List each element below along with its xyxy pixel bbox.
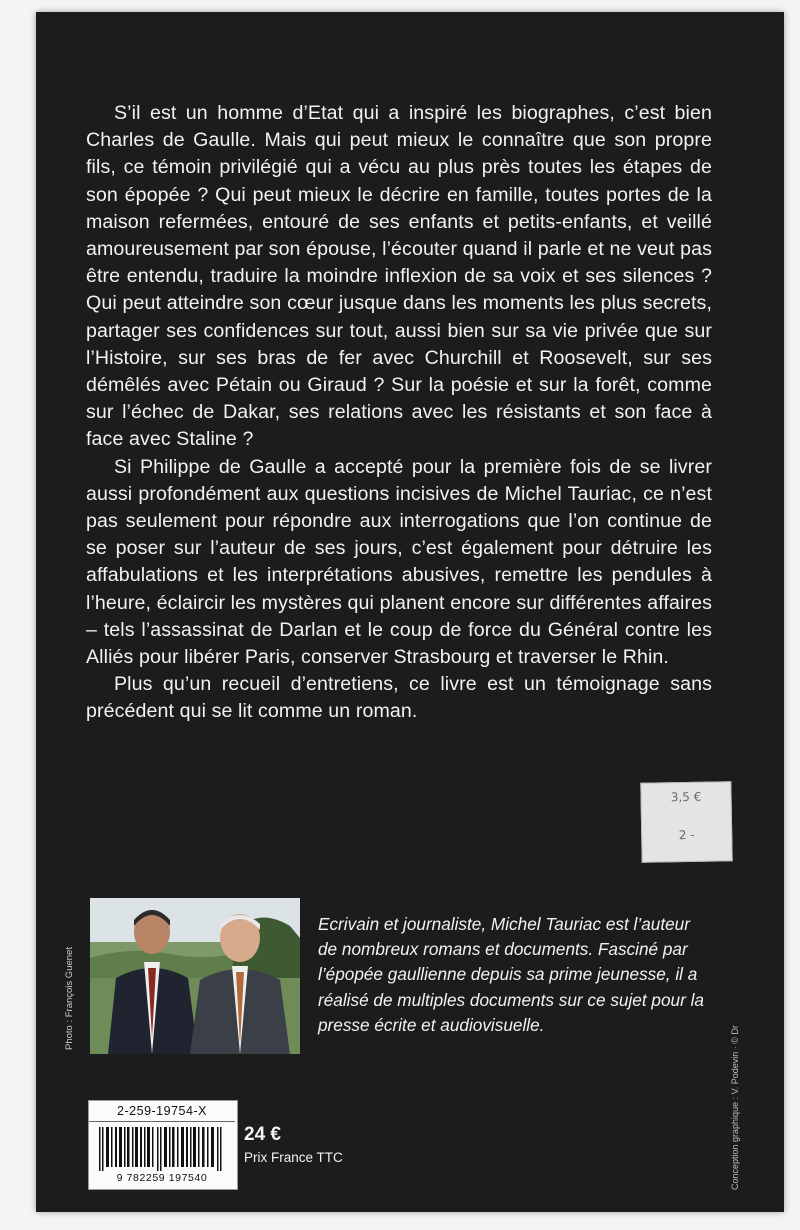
blurb-paragraph-3: Plus qu’un recueil d’entretiens, ce livre est un témoignage sans précédent qui se lit comme un roman.	[86, 673, 712, 723]
sticker-line-1: 3,5 €	[670, 789, 702, 805]
blurb-paragraph-2: Si Philippe de Gaulle a accepté pour la première fois de se livrer aussi profondément aux questions incisives de Michel Tauriac, ce n’est pas seulement pour répondre aux interrogations que l’on continue de se poser sur l’auteur de ses jours, c’est également pour détruire les affabulations et les interprétations abusives, remettre les pendules à l’heure, éclaircir les mystères qui planent encore sur différentes affaires – tels l’assassinat de Darlan et le coup de force du Général contre les Alliés pour libérer Paris, conserver Strasbourg et traverser le Rhin.	[86, 455, 712, 669]
blurb-paragraph-1: S’il est un homme d’Etat qui a inspiré les biographes, c’est bien Charles de Gaulle. Mais qui peut mieux le connaître que son propre fils, ce témoin privilégié qui a vécu au plus près toutes les étapes de son épopée ? Qui peut mieux le décrire en famille, toutes portes de la maison refermées, entouré de ses enfants et petits-enfants, et veillé amoureusement par son épouse, l’écouter quand il parle et ne veut pas être entendu, traduire la moindre inflexion de sa voix et ses silences ? Qui peut atteindre son cœur jusque dans les moments les plus secrets, partager ses confidences sur tout, aussi bien sur sa vie privée que sur l’Histoire, sur ses bras de fer avec Churchill et Roosevelt, sur ses démêlés avec Pétain ou Giraud ? Sur la poésie et sur la forêt, comme sur l’échec de Dakar, ses relations avec les résistants et son face à face avec Staline ?	[86, 102, 712, 451]
barcode-bars	[99, 1127, 227, 1171]
photo-credit: Photo : François Guenet	[64, 947, 75, 1050]
author-photo	[90, 898, 300, 1054]
price-note: Prix France TTC	[244, 1150, 343, 1165]
design-credit: Conception graphique : V. Podevin · © Dr	[730, 1025, 740, 1190]
price-sticker	[640, 781, 732, 863]
price: 24 €	[244, 1124, 281, 1145]
author-photo-image	[90, 898, 300, 1054]
blurb-text	[86, 100, 712, 726]
isbn-10: 2-259-19754-X	[89, 1101, 235, 1122]
author-bio: Ecrivain et journaliste, Michel Tauriac est l’auteur de nombreux romans et documents. Fasciné par l’épopée gaullienne depuis sa prime jeunesse, il a réalisé de multiples documents sur ce sujet pour la presse écrite et audiovisuelle.	[318, 914, 704, 1035]
barcode	[88, 1100, 238, 1190]
ean-13: 9 782259 197540	[116, 1172, 208, 1184]
sticker-line-2: 2 -	[678, 827, 695, 843]
